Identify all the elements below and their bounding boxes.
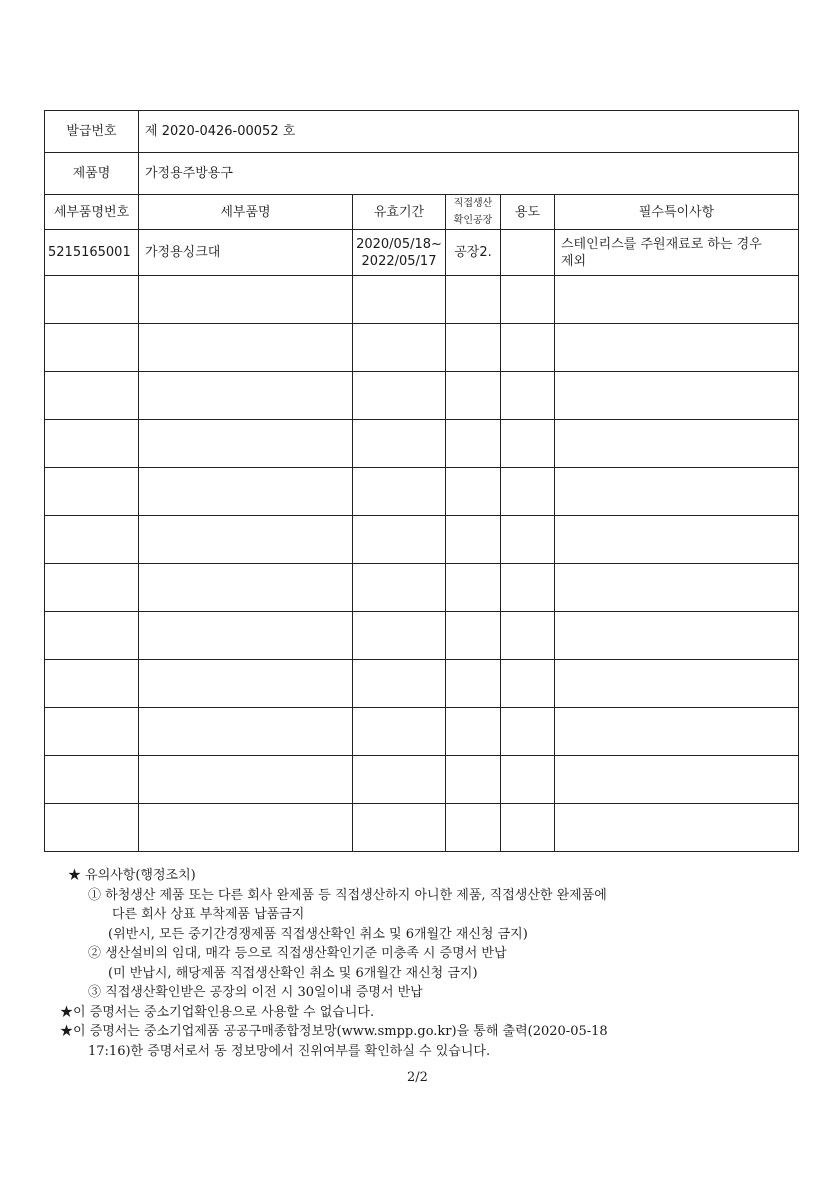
row-usage — [501, 230, 555, 276]
empty-row — [45, 468, 799, 516]
empty-row — [45, 708, 799, 756]
page-number: 2/2 — [407, 1070, 428, 1085]
notice-star1: ★이 증명서는 중소기업확인용으로 사용할 수 없습니다. — [60, 1004, 375, 1020]
notice-item2-line2: (미 반납시, 해당제품 직접생산확인 취소 및 6개월간 재신청 금지) — [108, 965, 478, 981]
issue-number-value: 제 2020-0426-00052 호 — [139, 111, 799, 153]
empty-row — [45, 420, 799, 468]
notice-item1-line2: 다른 회사 상표 부착제품 납품금지 — [112, 907, 305, 922]
notice-item1-line3: (위반시, 모든 중기간경쟁제품 직접생산확인 취소 및 6개월간 재신청 금지) — [108, 926, 528, 942]
empty-row — [45, 804, 799, 852]
header-validity: 유효기간 — [353, 195, 446, 230]
notice-item2-line1: ② 생산설비의 임대, 매각 등으로 직접생산확인기준 미충족 시 증명서 반납 — [88, 946, 507, 961]
notice-title: ★ 유의사항(행정조치) — [68, 868, 196, 883]
row-detail-name: 가정용싱크대 — [139, 230, 353, 276]
header-notes: 필수특이사항 — [555, 195, 799, 230]
empty-row — [45, 324, 799, 372]
empty-row — [45, 612, 799, 660]
row-validity-from: 2020/05/18~ — [356, 236, 442, 252]
header-factory-line2: 확인공장 — [453, 215, 493, 226]
empty-row — [45, 516, 799, 564]
issue-number-row — [45, 111, 799, 153]
row-validity — [353, 230, 446, 276]
row-notes — [555, 230, 799, 276]
row-validity-to: 2022/05/17 — [361, 253, 437, 269]
notice-star2-line2: 17:16)한 증명서로서 동 정보망에서 진위여부를 확인하실 수 있습니다. — [88, 1043, 491, 1059]
product-name-value: 가정용주방용구 — [139, 153, 799, 195]
product-name-label: 제품명 — [45, 153, 139, 195]
certificate-table — [44, 110, 799, 852]
table-row — [45, 230, 799, 276]
row-notes-line2: 제외 — [561, 253, 587, 269]
header-detail-number: 세부품명번호 — [45, 195, 139, 230]
header-factory-line1: 직접생산 — [453, 198, 493, 209]
empty-row — [45, 756, 799, 804]
header-detail-name: 세부품명 — [139, 195, 353, 230]
empty-row — [45, 660, 799, 708]
header-factory — [446, 195, 501, 230]
row-detail-number: 5215165001 — [45, 230, 139, 276]
notice-star2-line1: ★이 증명서는 중소기업제품 공공구매종합정보망(www.smpp.go.kr)을 통해 출력(2020-05-18 — [60, 1024, 608, 1039]
issue-number-label: 발급번호 — [45, 111, 139, 153]
notice-item3: ③ 직접생산확인받은 공장의 이전 시 30일이내 증명서 반납 — [88, 985, 423, 1000]
empty-row — [45, 372, 799, 420]
table-header-row — [45, 195, 799, 230]
notice-section — [60, 866, 798, 1061]
row-notes-line1: 스테인리스를 주원재료로 하는 경우 — [561, 236, 762, 252]
empty-row — [45, 564, 799, 612]
row-factory: 공장2. — [446, 230, 501, 276]
header-usage: 용도 — [501, 195, 555, 230]
product-name-row — [45, 153, 799, 195]
empty-row — [45, 276, 799, 324]
notice-item1-line1: ① 하청생산 제품 또는 다른 회사 완제품 등 직접생산하지 아니한 제품, 직접생산한 완제품에 — [88, 887, 607, 903]
